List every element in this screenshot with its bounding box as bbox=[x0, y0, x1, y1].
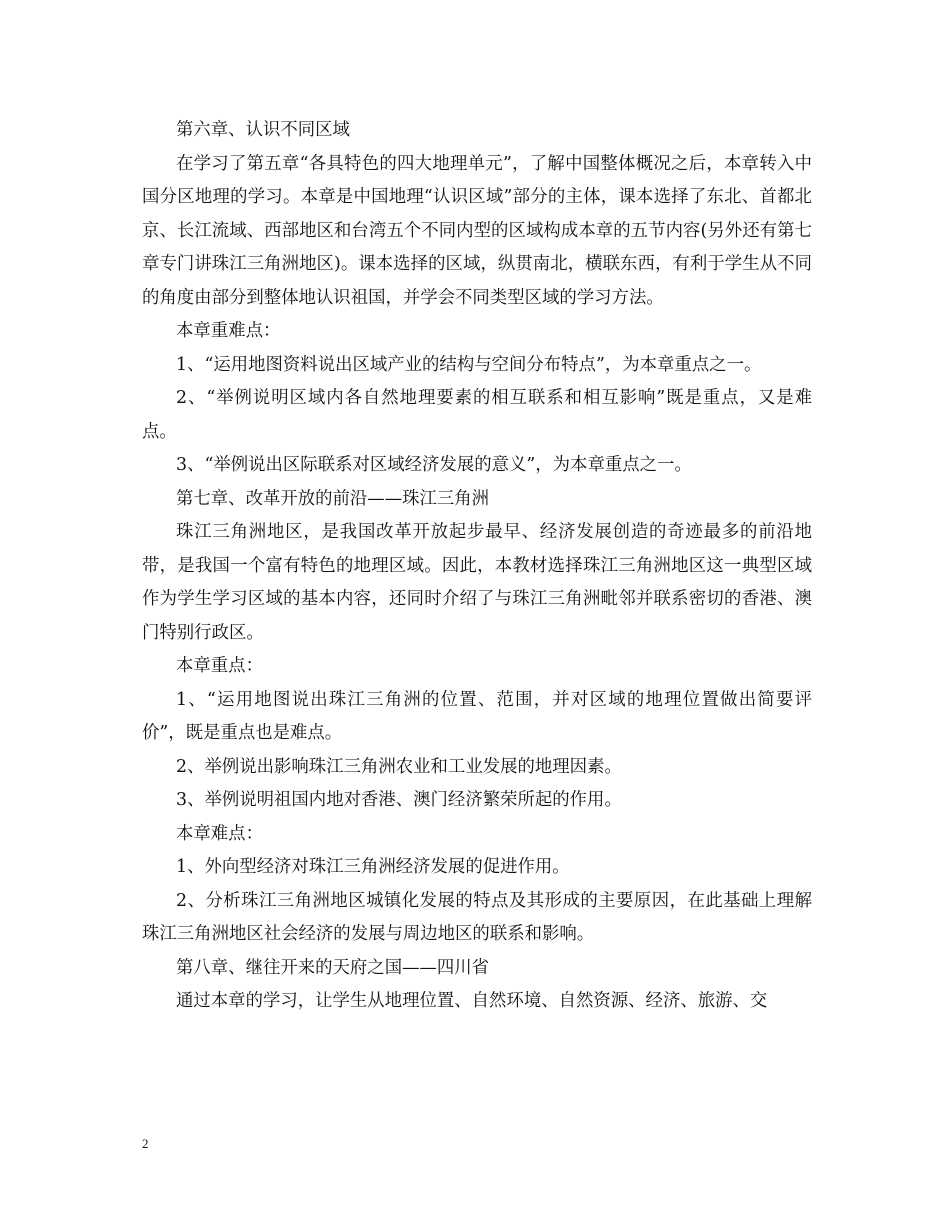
chapter-seven-key-point-3: 3、举例说明祖国内地对香港、澳门经济繁荣所起的作用。 bbox=[176, 790, 622, 810]
chapter-seven-difficulties-heading: 本章难点： bbox=[176, 823, 263, 844]
chapter-eight-intro-paragraph: 通过本章的学习，让学生从地理位置、自然环境、自然资源、经济、旅游、交 bbox=[176, 991, 768, 1011]
chapter-eight-heading: 第八章、继往开来的天府之国——四川省 bbox=[176, 957, 490, 978]
chapter-seven-key-point-2: 2、举例说出影响珠江三角洲农业和工业发展的地理因素。 bbox=[176, 756, 622, 777]
chapter-seven-difficulty-1: 1、外向型经济对珠江三角洲经济发展的促进作用。 bbox=[176, 857, 570, 877]
chapter-seven-intro-paragraph: 珠江三角洲地区，是我国改革开放起步最早、经济发展创造的奇迹最多的前沿地带，是我国一个富有特色的地理区域。因此，本教材选择珠江三角洲地区这一典型区域作为学生学习区域的基本内容，还同时介绍了与珠江三角洲毗邻并联系密切的香港、澳门特别行政区。 bbox=[142, 522, 812, 643]
chapter-seven-key-points-heading: 本章重点： bbox=[176, 656, 263, 676]
chapter-seven-difficulty-2: 2、分析珠江三角洲地区城镇化发展的特点及其形成的主要原因，在此基础上理解珠江三角洲地区社会经济的发展与周边地区的联系和影响。 bbox=[142, 890, 812, 944]
chapter-six-heading: 第六章、认识不同区域 bbox=[176, 120, 350, 140]
chapter-seven-heading: 第七章、改革开放的前沿——珠江三角洲 bbox=[176, 488, 490, 509]
page-number: 2 bbox=[142, 1136, 149, 1151]
document-body bbox=[142, 114, 812, 1019]
chapter-seven-key-point-1: 1、“运用地图说出珠江三角洲的位置、范围，并对区域的地理位置做出简要评价”，既是重点也是难点。 bbox=[142, 689, 812, 743]
chapter-six-key-point-1: 1、“运用地图资料说出区域产业的结构与空间分布特点”，为本章重点之一。 bbox=[176, 354, 762, 375]
chapter-six-key-point-2: 2、“举例说明区域内各自然地理要素的相互联系和相互影响”既是重点，又是难点。 bbox=[142, 388, 812, 442]
chapter-six-key-points-heading: 本章重难点： bbox=[176, 321, 281, 341]
chapter-six-key-point-3: 3、“举例说出区际联系对区域经济发展的意义”，为本章重点之一。 bbox=[176, 455, 692, 475]
chapter-six-intro-paragraph: 在学习了第五章“各具特色的四大地理单元”，了解中国整体概况之后，本章转入中国分区地理的学习。本章是中国地理“认识区域”部分的主体，课本选择了东北、首都北京、长江流域、西部地区和台湾五个不同内型的区域构成本章的五节内容(另外还有第七章专门讲珠江三角洲地区)。课本选择的区域，纵贯南北，横联东西，有利于学生从不同的角度由部分到整体地认识祖国，并学会不同类型区域的学习方法。 bbox=[142, 153, 812, 308]
